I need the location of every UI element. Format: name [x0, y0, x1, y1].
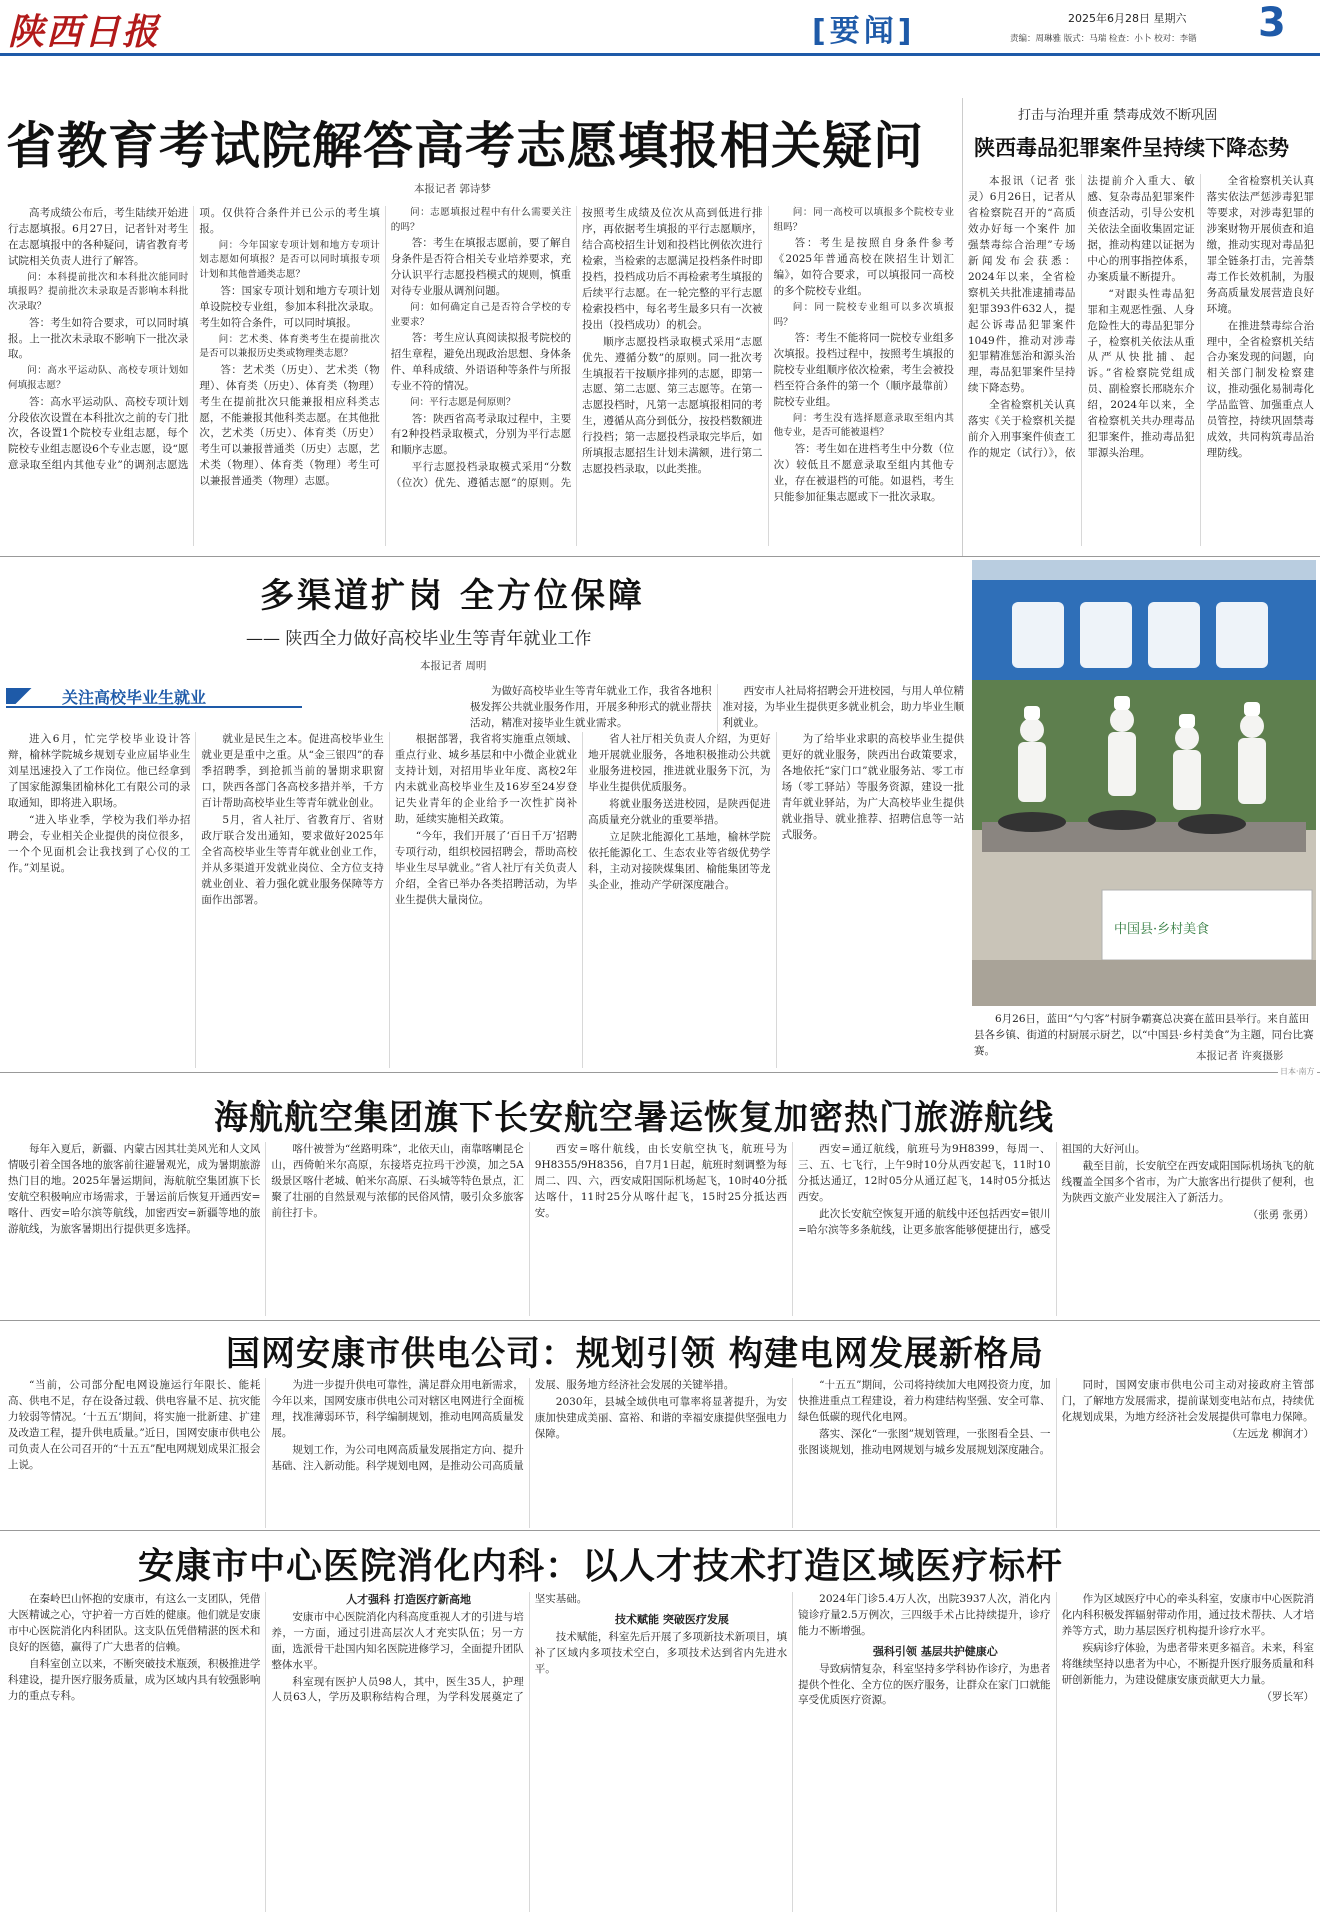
question: 问：高水平运动队、高校专项计划如何填报志愿？ — [8, 365, 189, 391]
paragraph: 平行志愿投档录取模式采用“分数（位次）优先、遵循志愿”的原则。先按照考生成绩及位次从高到低进行排序，再依据考生填报的平行志愿顺序，结合高校招生计划和投档比例依次进行检索，当检索的志愿满足投档条件时即投档，投档成功后不再检索考生填报的后续平行志愿。在一轮完整的平行志愿检索投档中，每名考生最多只有一次被投出（投档成功）的机会。 — [390, 207, 763, 490]
article-exam-headline: 省教育考试院解答高考志愿填报相关疑问 — [6, 117, 924, 175]
signoff: （罗长军） — [1261, 1690, 1314, 1703]
paragraph: 本报讯（记者 张灵）6月26日，记者从省检察院召开的“高质效办好每一个案件 加强禁毒综合治理”专场新闻发布会获悉：2024年以来，全省检察机关共批准逮捕毒品犯罪393件632人，提起公诉毒品犯罪案件1049件，推动对涉毒犯罪精准惩治和源头治理，毒品犯罪案件呈持续下降态势。 — [968, 175, 1076, 395]
paragraph: 省人社厅相关负责人介绍，为更好地开展就业服务，各地积极推动公共就业服务进校园，推进就业服务下沉，为毕业生提供优质服务。 — [588, 733, 771, 793]
paragraph: 全省检察机关认真落实依法严惩涉毒犯罪等要求，对涉毒犯罪的涉案财物开展侦查和追缴，推动实现对毒品犯罪全链条打击，完善禁毒工作长效机制，为服务高质量发展营造良好环境。 — [1206, 175, 1314, 315]
paragraph: 科室现有医护人员98人，其中，医生35人，护理人员63人，学历及职称结构合理，为学科发展奠定了坚实基础。 — [271, 1593, 588, 1704]
question: 问：考生没有选择愿意录取至组内其他专业，是否可能被退档？ — [773, 412, 954, 439]
paragraph: 导致病情复杂，科室坚持多学科协作诊疗，为患者提供个性化、全方位的医疗服务，让群众在家门口就能享受优质医疗资源。 — [798, 1662, 1051, 1707]
rule-4 — [0, 1530, 1320, 1531]
paragraph: 顺序志愿投档录取模式采用“志愿优先、遵循分数”的原则。同一批次考生填报若干按顺序排列的志愿，即第一志愿、第二志愿、第三志愿等。在第一志愿投档时，凡第一志愿填报相同的考生，遵循从高分到低分，按投档数额进行投档；第一志愿投档录取完毕后，如所填报志愿招生计划未满额，进行第二志愿投档录取，以此类推。 — [582, 335, 763, 476]
question: 问：本科提前批次和本科批次能同时填报吗？提前批次未录取是否影响本科批次录取？ — [8, 271, 189, 312]
subheading: 强科引领 基层共护健康心 — [872, 1644, 998, 1658]
question: 问：今年国家专项计划和地方专项计划志愿如何填报？是否可以同时填报专项计划和其他普通类志愿？ — [199, 239, 380, 281]
paragraph: “对跟头性毒品犯罪和主观恶性强、人身危险性大的毒品犯罪分子，检察机关依法从重从严从快批捕、起诉。”省检察院党组成员、副检察长邢晓东介绍，2024年以来，全省检察机关共办理毒品犯罪案件，推动毒品犯罪源头治理。 — [1087, 287, 1195, 460]
paragraph: 高考成绩公布后，考生陆续开始进行志愿填报。6月27日，记者针对考生在志愿填报中的各种疑问，请省教育考试院相关负责人进行了解答。 — [8, 207, 189, 267]
question: 问：平行志愿是何原则？ — [409, 396, 516, 408]
article-hospital-body — [8, 1592, 1314, 1912]
photo-illustration — [972, 560, 1316, 1006]
paragraph: “进入毕业季，学校为我们举办招聘会，专业相关企业提供的岗位很多，一个个见面机会让我找到了心仪的工作。”刘星说。 — [8, 813, 191, 874]
paragraph: 为进一步提升供电可靠性，满足群众用电新需求，今年以来，国网安康市供电公司对辖区电网进行全面梳理，找准薄弱环节，科学编制规划，推动电网高质量发展。 — [271, 1379, 524, 1439]
paragraph: 2030年，县城全域供电可靠率将显著提升，为安康加快建成美丽、富裕、和谐的幸福安康提供坚强电力保障。 — [534, 1395, 788, 1440]
question: 问：同一高校可以填报多个院校专业组吗？ — [773, 207, 954, 233]
article-aviation-headline: 海航航空集团旗下长安航空暑运恢复加密热门旅游航线 — [214, 1098, 1054, 1138]
paragraph: 答：高水平运动队、高校专项计划分段依次设置在本科批次之前的专门批次，各设置1个院校专业组志愿，每个院校专业组志愿设6个专业志愿，设“愿意录取至组内其他专业”的调剂志愿选项。仅供符合条件并已公示的考生填报。 — [8, 207, 380, 472]
paragraph: 疾病诊疗体验，为患者带来更多福音。未来，科室将继续坚持以患者为中心，不断提升医疗服务质量和科研创新能力，为建设健康安康贡献更大力量。 — [1061, 1641, 1314, 1686]
paragraph: 答：国家专项计划和地方专项计划单设院校专业组，参加本科批次录取。考生如符合条件，可以同时填报。 — [199, 284, 380, 329]
page-number: 3 — [1258, 0, 1286, 46]
article-hospital-headline: 安康市中心医院消化内科：以人才技术打造区域医疗标杆 — [138, 1546, 1064, 1587]
question: 问：如何确定自己是否符合学校的专业要求？ — [390, 301, 572, 328]
paragraph: 答：考生在填报志愿前，要了解自身条件是否符合相关专业培养要求，充分认识平行志愿投档模式的规则，慎重对待专业服从调剂问题。 — [390, 237, 572, 298]
masthead — [0, 0, 1320, 58]
signoff: （左远龙 柳润才） — [1226, 1427, 1314, 1440]
paragraph: 进入6月，忙完学校毕业设计答辩，榆林学院城乡规划专业应届毕业生刘星迅速投入了工作岗位。他已经拿到了国家能源集团榆林化工有限公司的录取通知，即将进入职场。 — [8, 733, 191, 809]
article-employment-byline: 本报记者 周明 — [420, 660, 487, 672]
paragraph: 落实、深化“一张图”规划管理，一张图看全县、一张图谈规划，推动电网规划与城乡发展规划深度融合。 — [798, 1427, 1051, 1456]
subheading: 技术赋能 突破医疗发展 — [615, 1612, 729, 1626]
masthead-rule — [0, 53, 1320, 56]
newspaper-logo: 陕西日报 — [8, 11, 161, 53]
footer-tag: 日本·南方 — [1280, 1067, 1315, 1076]
photo-sign: 中国县·乡村美食 — [1114, 922, 1210, 937]
photo-cooking-contest — [972, 560, 1316, 1006]
paragraph: 答：考生如符合要求，可以同时填报。上一批次未录取不影响下一批次录取。 — [8, 316, 189, 361]
rule-1 — [0, 556, 1320, 557]
paragraph: 答：考生应认真阅读拟报考院校的招生章程，避免出现政治思想、身体条件、单科成绩、外语语种等条件与所报专业不符的情况。 — [390, 332, 572, 392]
article-grid-body — [8, 1378, 1314, 1528]
paragraph: 截至目前，长安航空在西安咸阳国际机场执飞的航线覆盖全国多个省市，为广大旅客出行提供了便利，也为陕西文旅产业发展注入了新活力。 — [1061, 1159, 1314, 1204]
paragraph: 喀什被誉为“丝路明珠”，北依天山，南靠喀喇昆仑山，西倚帕米尔高原，东接塔克拉玛干沙漠，加之5A级景区喀什老城、帕米尔高原、石头城等特色景点，汇聚了壮丽的自然景观与浓郁的民俗风情，吸引众多旅客前往打卡。 — [271, 1143, 524, 1219]
article-grid-headline: 国网安康市供电公司：规划引领 构建电网发展新格局 — [226, 1334, 1044, 1374]
paragraph: 就业是民生之本。促进高校毕业生就业更是重中之重。从“金三银四”的春季招聘季，到抢抓当前的暑期求职窗口，陕西各部门各高校多措并举，千方百计帮助高校毕业生等青年就业创业。 — [201, 733, 384, 809]
subheading: 人才强科 打造医疗新高地 — [346, 1593, 471, 1606]
rule-3 — [0, 1320, 1320, 1321]
issue-date: 2025年6月28日 星期六 — [1068, 12, 1187, 25]
paragraph: 作为区域医疗中心的牵头科室，安康市中心医院消化内科积极发挥辐射带动作用，通过技术帮扶、人才培养等方式，助力基层医疗机构提升诊疗水平。 — [1061, 1593, 1314, 1637]
column-label-bar — [6, 684, 302, 708]
paragraph: 答：考生如在进档考生中分数（位次）较低且不愿意录取至组内其他专业，存在被退档的可能。如退档，考生只能参加征集志愿或下一批次录取。 — [773, 443, 954, 503]
photo-credit: 本报记者 许爽摄影 — [1196, 1050, 1284, 1062]
question: 问：志愿填报过程中有什么需要关注的吗？ — [390, 207, 572, 233]
paragraph: 自科室创立以来，不断突破技术瓶颈，积极推进学科建设，提升医疗服务质量，成为区域内具有较强影响力的重点专科。 — [8, 1657, 261, 1702]
article-drugs-kicker: 打击与治理并重 禁毒成效不断巩固 — [1018, 108, 1218, 123]
paragraph: 答：陕西省高考录取过程中，主要有2种投档录取模式，分别为平行志愿和顺序志愿。 — [390, 412, 572, 457]
paragraph: 将就业服务送进校园，是陕西促进高质量充分就业的重要举措。 — [588, 797, 771, 826]
paragraph: 每年入夏后，新疆、内蒙古因其壮美风光和人文风情吸引着全国各地的旅客前往避暑观光，成为暑期旅游热门目的地。2025年暑运期间，海航航空集团旗下长安航空积极响应市场需求，于暑运前后恢复开通西安=喀什、西安=哈尔滨等航线，加密西安=新疆等地的旅游航线，为旅客暑期出行提供更多选择。 — [8, 1143, 261, 1235]
paragraph: 为做好高校毕业生等青年就业工作，我省各地积极发挥公共就业服务作用，开展多种形式的就业帮扶活动，精准对接毕业生就业需求。 — [470, 685, 712, 729]
paragraph: 此次长安航空恢复开通的航线中还包括西安=银川=哈尔滨等多条航线，让更多旅客能够便捷出行，感受祖国的大好河山。 — [798, 1143, 1146, 1236]
paragraph: 为了给毕业求职的高校毕业生提供更好的就业服务，陕西出台政策要求，各地依托“家门口”就业服务站、零工市场（零工驿站）等服务资源，建设一批青年就业驿站，为广大高校毕业生提供就业指导、就业推荐、招聘信息等一站式服务。 — [781, 733, 964, 841]
paragraph: 全省检察机关认真落实《关于检察机关提前介入刑事案件侦查工作的规定（试行）》，依法提前介入重大、敏感、复杂毒品犯罪案件侦查活动，引导公安机关依法全面收集固定证据，推动构建以证据为中心的刑事指控体系，办案质量不断提升。 — [968, 175, 1195, 460]
question: 问：同一院校专业组可以多次填报吗？ — [773, 301, 954, 328]
paragraph: 答：艺术类（历史）、艺术类（物理）、体育类（历史）、体育类（物理）考生在提前批次只能兼报相应科类志愿，不能兼报其他科类志愿。在其他批次，艺术类（历史）、体育类（历史）考生可以兼报普通类（历史）志愿，艺术类（物理）、体育类（物理）考生可以兼报普通类（物理）志愿。 — [199, 363, 380, 488]
paragraph: 5月，省人社厅、省教育厅、省财政厅联合发出通知，要求做好2025年全省高校毕业生等青年就业创业工作，并从多渠道开发就业岗位、全方位支持就业创业、着力强化就业服务保障等方面作出部署。 — [201, 813, 384, 906]
paragraph: 技术赋能，科室先后开展了多项新技术新项目，填补了区域内多项技术空白，多项技术达到省内先进水平。 — [534, 1630, 788, 1675]
paragraph: 立足陕北能源化工基地，榆林学院依托能源化工、生态农业等省级优势学科，主动对接陕煤集团、榆能集团等龙头企业，推动产学研深度融合。 — [588, 830, 771, 891]
paragraph: 安康市中心医院消化内科高度重视人才的引进与培养，一方面，通过引进高层次人才充实队伍；另一方面，选派骨干赴国内知名医院进修学习，全面提升团队整体水平。 — [271, 1610, 524, 1671]
rule-2 — [0, 1072, 1320, 1073]
paragraph: 答：考生不能将同一院校专业组多次填报。投档过程中，按照考生填报的院校专业组顺序依次检索，考生会被投档至符合条件的第一个（顺序最靠前）院校专业组。 — [773, 332, 954, 408]
paragraph: 西安=喀什航线，由长安航空执飞，航班号为9H8355/9H8356，自7月1日起，航班时刻调整为每周二、四、六，西安咸阳国际机场起飞，10时40分抵达喀什，11时25分从喀什起飞，15时25分抵达西安。 — [534, 1143, 788, 1219]
question: 问：艺术类、体育类考生在提前批次是否可以兼报历史类或物理类志愿？ — [199, 333, 380, 360]
article-employment-body — [8, 732, 964, 1068]
section-bracket-left: [ — [812, 14, 830, 49]
editor-credits: 责编：周琳雅 版式：马瑞 检查：小卜 校对：李锴 — [1010, 34, 1197, 44]
paragraph: 在秦岭巴山怀抱的安康市，有这么一支团队，凭借大医精诚之心，守护着一方百姓的健康。他们就是安康市中心医院消化内科团队。这支队伍凭借精湛的医术和良好的医德，赢得了广大患者的信赖。 — [8, 1593, 261, 1653]
paragraph: 西安=通辽航线，航班号为9H8399，每周一、三、五、七飞行，上午9时10分从西安起飞，11时10分抵达通辽，12时05分从通辽起飞，14时05分抵达西安。 — [798, 1143, 1051, 1203]
paragraph: 西安市人社局将招聘会开进校园，与用人单位精准对接，为毕业生提供更多就业机会，助力毕业生顺利就业。 — [722, 685, 964, 729]
article-drugs-headline: 陕西毒品犯罪案件呈持续下降态势 — [974, 136, 1289, 160]
article-exam-body — [8, 206, 954, 546]
article-employment-headline: 多渠道扩岗 全方位保障 — [260, 576, 645, 616]
paragraph: “十五五”期间，公司将持续加大电网投资力度，加快推进重点工程建设，着力构建结构坚强、安全可靠、绿色低碳的现代化电网。 — [798, 1379, 1051, 1423]
section-name: 要闻 — [829, 14, 898, 49]
paragraph: 答：考生是按照自身条件参考《2025年普通高校在陕招生计划汇编》，如符合要求，可以填报同一高校的多个院校专业组。 — [773, 237, 954, 298]
signoff: （张勇 张勇） — [1247, 1208, 1314, 1221]
paragraph: 同时，国网安康市供电公司主动对接政府主管部门，了解地方发展需求，提前谋划变电站布点，持续优化规划成果，为地方经济社会发展提供可靠电力保障。 — [1061, 1379, 1314, 1423]
article-employment-subtitle: —— 陕西全力做好高校毕业生等青年就业工作 — [246, 629, 592, 649]
column-label: 关注高校毕业生就业 — [62, 688, 207, 707]
article-aviation-body — [8, 1142, 1314, 1316]
paragraph: 2024年门诊5.4万人次，出院3937人次，消化内镜诊疗量2.5万例次，三四级手术占比持续提升，诊疗能力不断增强。 — [798, 1593, 1051, 1637]
paragraph: “今年，我们开展了‘百日千万’招聘专项行动，组织校园招聘会，帮助高校毕业生尽早就业。”省人社厅有关负责人介绍，全省已举办各类招聘活动，为毕业生提供大量岗位。 — [394, 829, 578, 906]
paragraph: 根据部署，我省将实施重点领域、重点行业、城乡基层和中小微企业就业支持计划，对招用毕业年度、离校2年内未就业高校毕业生及16岁至24岁登记失业青年的企业给予一次性扩岗补助，延续实施相关政策。 — [394, 733, 578, 825]
column-label-accent — [6, 688, 46, 704]
paragraph: 规划工作，为公司电网高质量发展指定方向、提升基础、注入新动能。科学规划电网，是推动公司高质量发展、服务地方经济社会发展的关键举措。 — [271, 1379, 735, 1472]
section-bracket-right: ] — [897, 14, 916, 49]
photo-caption: 6月26日，蓝田“勺勺客”村厨争霸赛总决赛在蓝田县举行。来自蓝田县各乡镇、街道的村厨展示厨艺，以“中国县·乡村美食”为主题，同台比赛赛。 — [974, 1013, 1314, 1057]
article-drugs-body — [968, 174, 1314, 546]
section-label — [812, 6, 915, 50]
article-exam-byline: 本报记者 郭诗梦 — [414, 183, 491, 195]
paragraph: “当前，公司部分配电网设施运行年限长、能耗高、供电不足，存在设备过载、供电容量不足、抗灾能力较弱等情况。‘十五五’期间，将实施一批新建、扩建及改造工程，提升供电质量。”近日，国网安康市供电公司负责人在公司召开的“十五五”配电网规划成果汇报会上说。 — [8, 1379, 261, 1471]
vr-top-right — [962, 98, 963, 556]
paragraph: 在推进禁毒综合治理中，全省检察机关结合办案发现的问题，向相关部门制发检察建议，推动强化易制毒化学品监管、加强重点人员管控，持续巩固禁毒成效，共同构筑毒品治理防线。 — [1206, 319, 1314, 460]
